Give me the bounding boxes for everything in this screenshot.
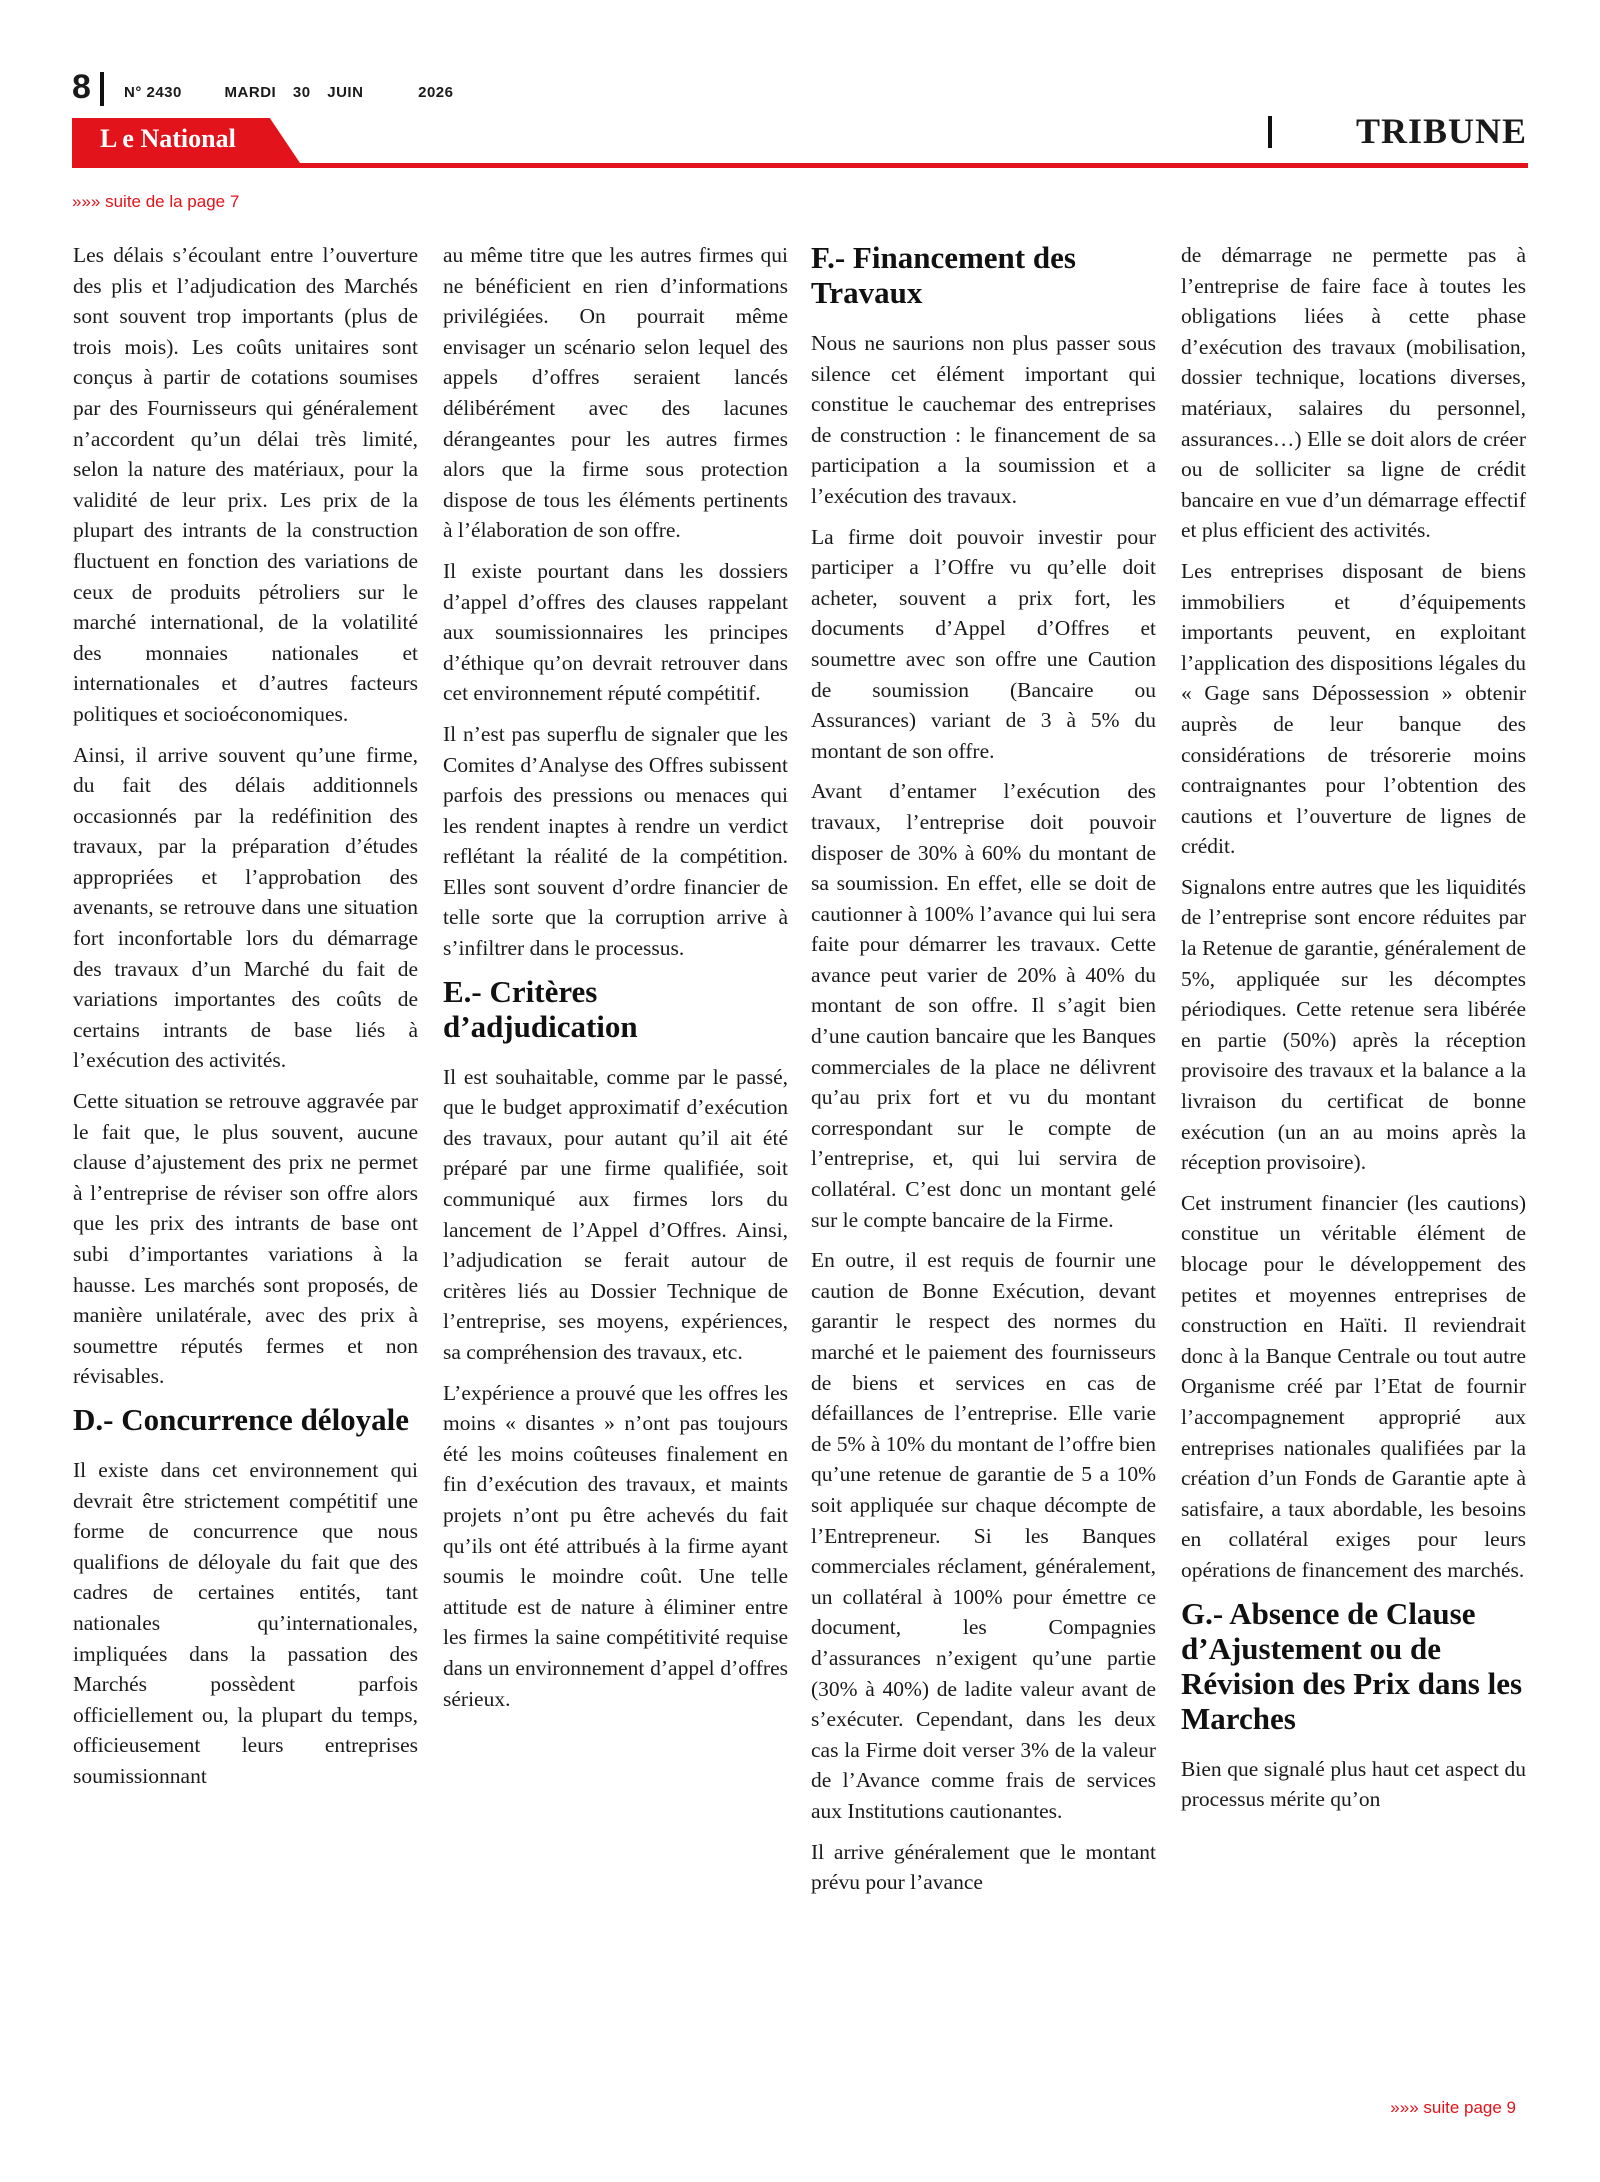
article-paragraph: Il existe pourtant dans les dossiers d’appel d’offres des clauses rappelant aux soumissionnaires les principes d’éthique qu’on devrait retrouver dans cet environnement réputé compétitif. xyxy=(443,558,788,706)
continued-from-note: »»» suite de la page 7 xyxy=(72,192,240,211)
section-heading: D.- Concurrence déloyale xyxy=(73,1401,410,1437)
section-title: TRIBUNE xyxy=(1355,111,1527,151)
article-paragraph: L’expérience a prouvé que les offres les moins « disantes » n’ont pas toujours été les moins coûteuses finalement en fin d’exécution des travaux, et maints projets n’ont pu être achevés du fait qu’ils ont été attribués à la firme ayant soumis le moindre coût. Une telle attitude est de nature à éliminer entre les firmes la saine compétitivité requise dans un environnement d’appel d’offres sérieux. xyxy=(443,1380,788,1711)
article-paragraph: En outre, il est requis de fournir une caution de Bonne Exécution, devant garantir le respect des normes du marché et le paiement des fournisseurs de biens et services en cas de défaillances de l’entreprise. Elle varie de 5% à 10% du montant de l’offre bien qu’une retenue de garantie de 5 a 10% soit appliquée sur chaque décompte de l’Entrepreneur. Si les Banques commerciales réclament, généralement, un collatéral à 100% pour émettre ce document, les Compagnies d’assurances n’exigent qu’une partie (30% à 40%) de ladite valeur avant de s’exécuter. Cependant, dans les deux cas la Firme doit verser 3% de la valeur de l’Avance comme frais de services aux Institutions cautionantes. xyxy=(811,1248,1156,1823)
issue-line xyxy=(124,84,491,101)
article-paragraph: Ainsi, il arrive souvent qu’une firme, du fait des délais additionnels occasionnés par la redéfinition des travaux, par la préparation d’études appropriées et l’approbation des avenants, se retrouve dans une situation fort inconfortable lors du démarrage des travaux d’un Marché du fait de variations importantes des coûts de certains intrants de base liés à l’exécution des activités. xyxy=(73,742,418,1073)
section-heading: F.- Financement des Travaux xyxy=(811,240,1076,310)
continued-to-note: »»» suite page 9 xyxy=(1390,2098,1516,2117)
article-paragraph: Avant d’entamer l’exécution des travaux, l’entreprise doit pouvoir disposer de 30% à 60% du montant de sa soumission. En effet, elle se doit de cautionner à 100% l’avance qui lui sera faite pour démarrer les travaux. Cette avance peut varier de 20% à 40% du montant de son offre. Il s’agit bien d’une caution bancaire que les Banques commerciales de la place ne délivrent qu’au prix fort et vu du montant correspondant sur le compte de l’entreprise, et, qui lui servira de collatéral. C’est donc un montant gelé sur le compte bancaire de la Firme. xyxy=(811,779,1156,1232)
article-paragraph: La firme doit pouvoir investir pour participer a l’Offre vu qu’elle doit acheter, souvent a prix fort, les documents d’Appel d’Offres et soumettre avec son offre une Caution de soumission (Bancaire ou Assurances) variant de 3 à 5% du montant de son offre. xyxy=(811,524,1156,763)
issue-number: N° 2430 xyxy=(124,84,182,101)
article-column-3 xyxy=(811,240,1156,1908)
article-paragraph: Il n’est pas superflu de signaler que les Comites d’Analyse des Offres subissent parfois des pressions ou menaces qui les rendent inaptes à rendre un verdict reflétant la réalité de la compétition. Elles sont souvent d’ordre financier de telle sorte que la corruption arrive à s’infiltrer dans le processus. xyxy=(443,721,788,961)
article-paragraph: Les délais s’écoulant entre l’ouverture des plis et l’adjudication des Marchés sont souvent trop importants (plus de trois mois). Les coûts unitaires sont conçus à partir de cotations soumises par des Fournisseurs qui généralement n’accordent qu’un délai très limité, selon la nature des matériaux, pour la validité de leur prix. Les prix de la plupart des intrants de la construction fluctuent en fonction des variations de ceux de produits pétroliers sur le marché international, de la volatilité des monnaies nationales et internationales et d’autres facteurs politiques et socioéconomiques. xyxy=(73,243,418,726)
section-heading: E.- Critères d’adjudication xyxy=(443,973,638,1044)
article-column-4 xyxy=(1181,240,1526,1825)
article-paragraph: Cet instrument financier (les cautions) constitue un véritable élément de blocage pour le développement des petites et moyennes entreprises de construction en Haïti. Il reviendrait donc à la Banque Centrale ou tout autre Organisme créé par l’Etat de fournir l’accompagnement approprié aux entreprises nationales qualifiées par la création d’un Fonds de Garantie apte à satisfaire, a taux abordable, les besoins en collatéral exiges pour leurs opérations de financement des marchés. xyxy=(1181,1190,1526,1582)
section-divider xyxy=(1268,116,1272,148)
section-heading: G.- Absence de Clause d’Ajustement ou de Révision des Prix dans les Marches xyxy=(1181,1595,1523,1736)
article-paragraph: Il est souhaitable, comme par le passé, que le budget approximatif d’exécution des travaux, pour autant qu’il ait été préparé par une firme qualifiée, soit communiqué aux firmes lors du lancement de l’Appel d’Offres. Ainsi, l’adjudication se ferait autour de critères liés au Dossier Technique de l’entreprise, ses moyens, expériences, sa compréhension des travaux, etc. xyxy=(443,1064,788,1364)
article-paragraph: Il arrive généralement que le montant prévu pour l’avance xyxy=(811,1839,1156,1895)
publication-name: L e National xyxy=(100,124,236,153)
article-paragraph: Les entreprises disposant de biens immobiliers et d’équipements importants peuvent, en exploitant l’application des dispositions légales du « Gage sans Dépossession » obtenir auprès de leur banque des considérations de trésorerie moins contraignantes pour l’obtention des cautions et l’ouverture de lignes de crédit. xyxy=(1181,558,1526,859)
article-paragraph: Nous ne saurions non plus passer sous silence cet élément important qui constitue le cauchemar des entreprises de construction : le financement de sa participation a la soumission et a l’exécution des travaux. xyxy=(811,331,1156,508)
article-paragraph: Signalons entre autres que les liquidités de l’entreprise sont encore réduites par la Retenue de garantie, généralement de 5%, appliquée sur les décomptes périodiques. Cette retenue sera libérée en partie (50%) après la réception provisoire des travaux et la balance a la livraison du certificat de bonne exécution (un an au moins après la réception provisoire). xyxy=(1181,874,1526,1175)
year: 2026 xyxy=(418,84,454,101)
page-number: 8 xyxy=(72,68,91,106)
article-column-1 xyxy=(73,240,418,1802)
page-number-divider xyxy=(100,72,104,106)
article-column-2 xyxy=(443,240,788,1724)
article-paragraph: de démarrage ne permette pas à l’entreprise de faire face à toutes les obligations liées à cette phase d’exécution des travaux (mobilisation, dossier technique, locations diverses, matériaux, salaires du personnel, assurances…) Elle se doit alors de créer ou de solliciter sa ligne de crédit bancaire en vue d’un démarrage effectif et plus efficient des activités. xyxy=(1181,243,1526,543)
article-paragraph: Bien que signalé plus haut cet aspect du processus mérite qu’on xyxy=(1181,1756,1526,1812)
page-header xyxy=(72,68,1528,112)
month: JUIN xyxy=(327,84,364,101)
article-paragraph: Cette situation se retrouve aggravée par le fait que, le plus souvent, aucune clause d’ajustement des prix ne permet à l’entreprise de réviser son offre alors que les prix des intrants de base ont subi d’importantes variations à la hausse. Les marchés sont proposés, de manière unilatérale, avec des prix à soumettre réputés fermes et non révisables. xyxy=(73,1089,418,1389)
article-paragraph: au même titre que les autres firmes qui ne bénéficient en rien d’informations privilégiées. On pourrait même envisager un scénario selon lequel des appels d’offres seraient lancés délibérément avec des lacunes dérangeantes pour les autres firmes alors que la firme sous protection dispose de tous les éléments pertinents à l’élaboration de son offre. xyxy=(443,243,788,543)
day: 30 xyxy=(292,84,311,101)
weekday: MARDI xyxy=(224,84,277,101)
header-rule xyxy=(72,163,1528,168)
article-paragraph: Il existe dans cet environnement qui devrait être strictement compétitif une forme de concurrence que nous qualifions de déloyale du fait que des cadres de certaines entités, tant nationales qu’internationales, impliquées dans la passation des Marchés possèdent parfois officiellement ou, la plupart du temps, officieusement leurs entreprises soumissionnant xyxy=(73,1457,418,1788)
